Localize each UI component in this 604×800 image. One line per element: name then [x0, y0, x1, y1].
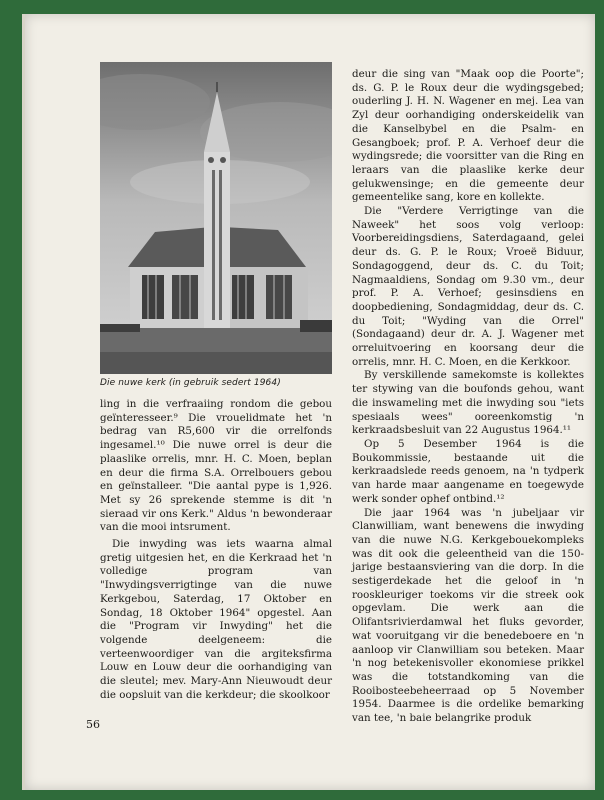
right-column	[352, 68, 584, 726]
church-photo	[100, 62, 332, 374]
paragraph: deur die sing van "Maak oop die Poorte"; ds. G. P. le Roux deur die wydingsgebed; ouderling J. H. N. Wagener en mej. Lea van Zyl deur oorhandiging onderskeidelik van die Kanselbybel en die Psalm- en Gesangboek; prof. P. A. Verhoef deur die wydingsrede; die voorsitter van die Ring en leraars van die plaaslike kerke deur gelukwensinge; en die gemeente deur gemeentelike sang, kore en kollekte.	[352, 68, 584, 204]
paragraph: Op 5 Desember 1964 is die Boukommissie, bestaande uit die kerkraadslede reeds genoem, na 'n tydperk van harde maar aangename en toegewyde werk sonder ophef ontbind.¹²	[352, 437, 584, 505]
paragraph: By verskillende samekomste is kollektes ter stywing van die boufonds gehou, want die inswameling met die inwyding sou "iets spesiaals wees" ooreenkomstig 'n kerkraadsbesluit van 22 Augustus 1964.¹¹	[352, 369, 584, 437]
paragraph: Die jaar 1964 was 'n jubeljaar vir Clanwilliam, want benewens die inwyding van die nuwe N.G. Kerkgebouekompleks was dit ook die geleentheid van die 150-jarige bestaansviering van die dorp. In die sestigerdekade het die geloof in 'n rooskleuriger toekoms vir die streek ook opgevlam. Die werk aan die Olifantsrivierdamwal het fluks gevorder, wat vooruitgang vir die benedeboere en 'n aanloop vir Clanwilliam sou beteken. Maar 'n nog betekenisvoller ekonomiese prikkel was die totstandkoming van die Rooibosteebeheerraad op 5 November 1954. Daarmee is die ordelike bemarking van tee, 'n baie belangrike produk	[352, 506, 584, 725]
page-number: 56	[86, 718, 100, 731]
left-column	[100, 398, 332, 702]
paragraph: Die inwyding was iets waarna almal gretig uitgesien het, en die Kerkraad het 'n volledige program van "Inwydingsverrigtinge van die nuwe Kerkgebou, Saterdag, 17 Oktober en Sondag, 18 Oktober 1964" opgestel. Aan die "Program vir Inwyding" het die volgende deelgeneem: die verteenwoordiger van die argiteksfirma Louw en Louw deur die oorhandiging van die sleutel; mev. Mary-Ann Nieuwoudt deur die oopsluit van die kerkdeur; die skoolkoor	[100, 538, 332, 701]
paragraph: Die "Verdere Verrigtinge van die Naweek" het soos volg verloop: Voorbereidingsdiens, Saterdagaand, gelei deur ds. G. P. le Roux; Vroeë Biduur, Sondagoggend, deur ds. C. du Toit; Nagmaaldiens, Sondag om 9.30 vm., deur prof. P. A. Verhoef; gesinsdiens en doopbediening, Sondagmiddag, deur ds. C. du Toit; "Wyding van die Orrel" (Sondagaand) deur dr. A. J. Wagener met orreluitvoering en koorsang deur die orrelis, mnr. H. C. Moen, en die Kerkkoor.	[352, 205, 584, 368]
paragraph: ling in die verfraaiing rondom die gebou geïnteresseer.⁹ Die vrouelidmate het 'n bedrag van R5,600 vir die orrelfonds ingesamel.¹⁰ Die nuwe orrel is deur die plaaslike orrelis, mnr. H. C. Moen, beplan en deur die firma S.A. Orrelbouers gebou en geïnstalleer. "Die aantal pype is 1,926. Met sy 26 sprekende stemme is dit 'n sieraad vir ons Kerk." Aldus 'n bewonderaar van die mooi intsrument.	[100, 398, 332, 534]
photo-caption: Die nuwe kerk (in gebruik sedert 1964)	[100, 378, 281, 388]
